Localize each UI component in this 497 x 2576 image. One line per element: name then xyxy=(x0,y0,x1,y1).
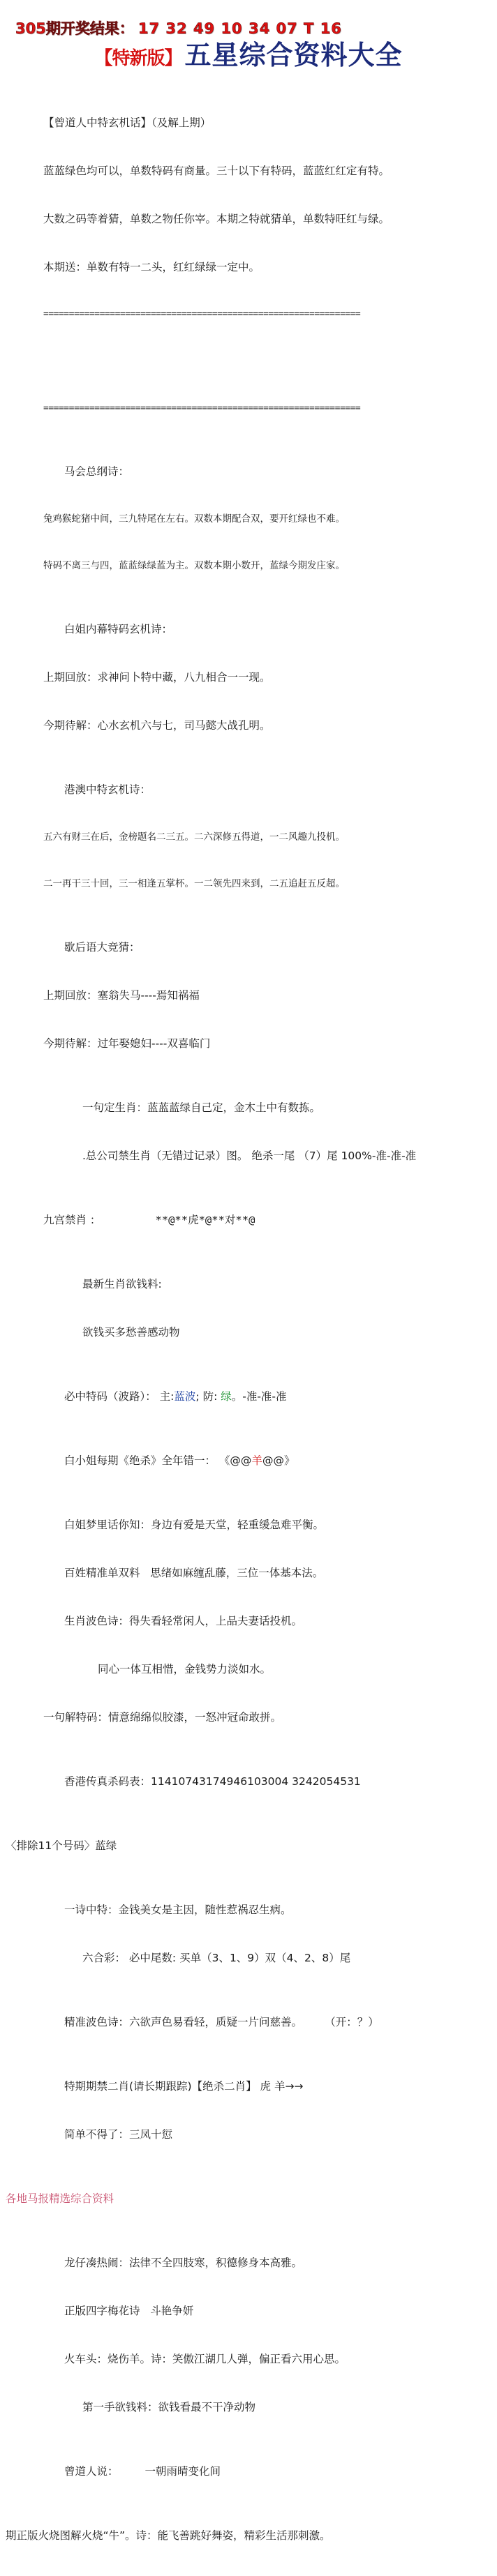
bizhong-green-wave: 绿 xyxy=(221,1390,232,1403)
baixiaojie-prefix: 白小姐每期《绝杀》全年错一： 《@@ xyxy=(64,1454,252,1467)
longzai-line: 龙仔凑热闹：法律不全四肢寒，积德修身本高雅。 xyxy=(64,2257,303,2269)
poem-line: 兔鸡猴蛇猪中间，三九特尾在左右。双数本期配合双，要开红绿也不难。 xyxy=(43,513,345,525)
jiugong-row xyxy=(0,1212,497,1228)
title-badge: 【特新版】 xyxy=(94,48,182,69)
page-header xyxy=(0,0,497,70)
poem-line: 蓝蓝绿色均可以，单数特码有商量。三十以下有特码，蓝蓝红红定有特。 xyxy=(43,165,390,177)
paichu-mid: 个号码〉 xyxy=(52,1839,96,1852)
zhengban-meihua-line: 正版四字梅花诗 斗艳争妍 xyxy=(64,2305,194,2317)
paichu-count: 11 xyxy=(38,1839,52,1852)
baijie-dream-line: 白姐梦里话你知：身边有爱是天堂，轻重缓急难平衡。 xyxy=(64,1519,325,1531)
paichu-row xyxy=(0,1838,497,1854)
poem-line: 特码不离三与四，蓝蓝绿绿蓝为主。双数本期小数开，蓝绿今期发庄家。 xyxy=(43,560,345,571)
jiugong-label: 九宫禁肖 ： xyxy=(43,1214,101,1226)
zonggongsi-line: .总公司禁生肖（无错过记录）图。 绝杀一尾 （7）尾 100%-准-准-准 xyxy=(82,1150,417,1162)
zengdaoren-label: 曾道人说： xyxy=(64,2465,119,2478)
zuixin-line: 欲钱买多愁善感动物 xyxy=(82,1326,180,1339)
page-title xyxy=(0,33,497,72)
yishi-zhongte-line: 一诗中特：金钱美女是主因，随性惹祸忍生病。 xyxy=(64,1904,292,1916)
lottery-result-numbers: 17 32 49 10 34 07 T 16 xyxy=(138,20,342,37)
shengxiao-bose-line: 同心一体互相惜，金钱势力淡如水。 xyxy=(98,1663,272,1675)
current-riddle-line: 今期待解：心水玄机六与七，司马懿大战孔明。 xyxy=(43,719,271,732)
divider: ============================================================== xyxy=(43,403,361,414)
current-riddle-line: 今期待解：过年娶媳妇----双喜临门 xyxy=(43,1037,211,1050)
paichu-prefix: 〈排除 xyxy=(6,1839,38,1852)
bizhong-suffix: 。-准-准-准 xyxy=(231,1390,287,1403)
section-heading-mahui: 马会总纲诗： xyxy=(64,465,130,478)
section-heading-gedima: 各地马报精选综合资料 xyxy=(6,2192,114,2205)
previous-answer-line: 上期回放：塞翁失马----焉知祸福 xyxy=(43,989,200,1002)
yiju-jie-tema-line: 一句解特码：情意绵绵似胶漆，一怒冲冠命敢拼。 xyxy=(43,1711,282,1724)
zengdaoren-value: 一朝雨晴变化间 xyxy=(144,2465,221,2478)
poem-line: 大数之码等着猜，单数之物任你宰。本期之特就猜单，单数特旺红与绿。 xyxy=(43,213,390,225)
lottery-result-label: 305期开奖结果： xyxy=(15,20,134,37)
bizhong-tema-row xyxy=(0,1389,497,1405)
jingzhun-bose-row xyxy=(0,2014,497,2031)
poem-line: 二一再干三十回，三一相逢五掌杯。一二领先四来到，二五追赶五反超。 xyxy=(43,878,345,889)
jingzhun-kai-value: （开：？） xyxy=(330,2016,379,2028)
teqi-jin-erxiao-line: 特期期禁二肖(请长期跟踪)【绝杀二肖】 虎 羊→→ xyxy=(64,2080,304,2093)
jiugong-value: **@**虎*@**对**@ xyxy=(155,1214,255,1226)
divider: ============================================================== xyxy=(43,309,361,319)
poem-line: 五六有财三在后，金榜题名二三五。二六深修五得道，一二风趣九投机。 xyxy=(43,831,345,843)
chuanzhen-numbers: 11410743174946103004 3242054531 xyxy=(151,1775,361,1788)
section-heading-zengdaoren: 【曾道人中特玄机话】（及解上期） xyxy=(43,116,212,129)
yiju-dingshengxiao-line: 一句定生肖：蓝蓝蓝绿自己定，金木土中有数拣。 xyxy=(82,1101,321,1114)
qizhengban-line: 期正版火烧图解火烧“牛”。诗：能飞善跳好舞姿，精彩生活那刺激。 xyxy=(6,2529,331,2542)
section-heading-gangao: 港澳中特玄机诗： xyxy=(64,783,151,796)
zengdaoren-says-row xyxy=(0,2464,497,2480)
jingzhun-bose-text: 精准波色诗：六欲声色易看轻，质疑一片问慈善。 xyxy=(64,2016,303,2028)
spacer xyxy=(0,354,497,370)
bizhong-blue-wave: 蓝波 xyxy=(174,1390,196,1403)
lottery-result-banner xyxy=(15,17,342,38)
section-heading-zuixin: 最新生肖欲钱料: xyxy=(82,1278,162,1290)
shengxiao-bose-line: 生肖波色诗：得失看轻常闲人，上品夫妻话投机。 xyxy=(64,1615,303,1627)
bizhong-prefix: 必中特码（波路）： 主: xyxy=(64,1390,175,1403)
baixiaojie-zodiac: 羊 xyxy=(251,1454,262,1467)
section-heading-xiehouyu: 歇后语大竞猜： xyxy=(64,941,140,954)
section-heading-baijie: 白姐内幕特码玄机诗： xyxy=(64,623,173,635)
baixiaojie-suffix: @@》 xyxy=(262,1454,295,1467)
article-body xyxy=(0,67,497,2576)
baixiaojie-juesha-row xyxy=(0,1453,497,1469)
liuhecai-line: 六合彩： 必中尾数: 买单（3、1、9）双（4、2、8）尾 xyxy=(82,1952,351,1964)
paichu-colors: 蓝绿 xyxy=(95,1839,117,1852)
title-main-text: 五星综合资料大全 xyxy=(184,40,403,70)
huochetou-line: 火车头：烧伤羊。诗：笑傲江湖几人弹，偏正看六用心思。 xyxy=(64,2353,346,2365)
diyishou-line: 第一手欲钱料：欲钱看最不干净动物 xyxy=(82,2401,256,2413)
chuanzhen-shama-row xyxy=(0,1774,497,1790)
poem-line: 本期送：单数有特一二头，红红绿绿一定中。 xyxy=(43,261,260,273)
baixing-line: 百姓精准单双料 思绪如麻缠乱藤，三位一体基本法。 xyxy=(64,1567,324,1579)
previous-answer-line: 上期回放：求神问卜特中藏，八九相合一一现。 xyxy=(43,671,271,684)
jiandan-line: 简单不得了：三凤十愆 xyxy=(64,2128,173,2141)
chuanzhen-label: 香港传真杀码表： xyxy=(64,1775,151,1788)
bizhong-mid: ; 防: xyxy=(195,1390,221,1403)
